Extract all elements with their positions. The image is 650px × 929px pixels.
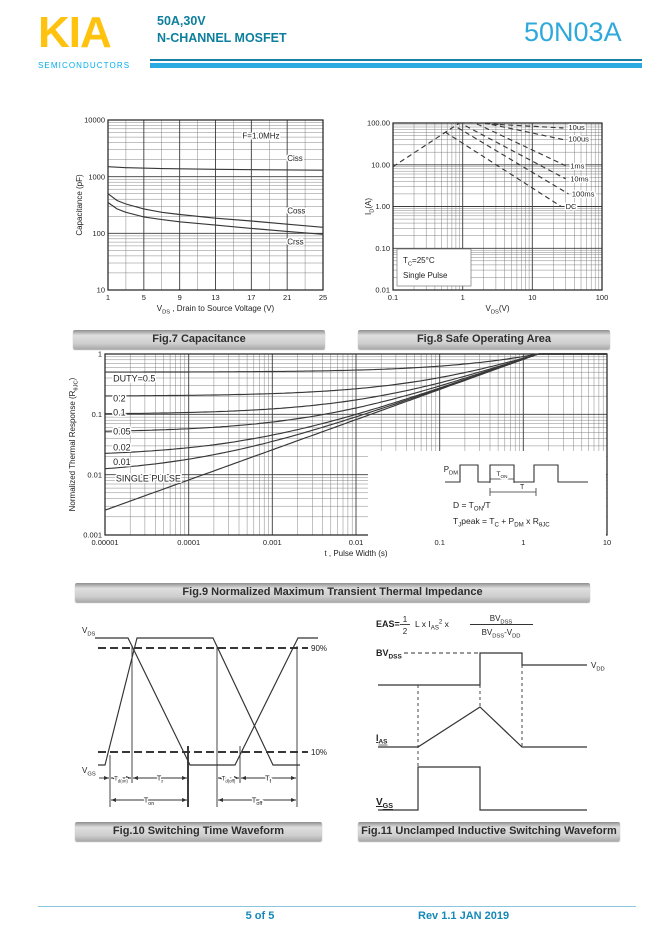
y-tick-label: 10 xyxy=(96,285,105,295)
ias-trace xyxy=(378,707,587,747)
y-axis-label xyxy=(364,198,375,215)
tspan-shape: V xyxy=(485,304,491,313)
tspan-shape: DM xyxy=(514,521,524,529)
tspan-shape: 100ms xyxy=(571,189,595,199)
tspan-shape: SINGLE PULSE xyxy=(115,473,181,484)
x-tick-label: 1 xyxy=(460,293,465,302)
tspan-shape: t , Pulse Width (s) xyxy=(324,549,388,558)
tspan-shape: ) xyxy=(68,377,77,381)
x-tick-label: 17 xyxy=(247,293,256,302)
tspan-shape: Capacitance (pF) xyxy=(75,174,84,236)
y-tick-label: 100.00 xyxy=(367,118,390,128)
tspan-shape: f xyxy=(269,778,272,785)
tspan-shape: Normalized Thermal Response (R xyxy=(68,390,77,512)
tspan-shape: ON xyxy=(500,473,508,479)
annotation xyxy=(116,474,181,484)
fig7-svg xyxy=(75,110,333,322)
tspan-shape: T xyxy=(251,795,257,805)
tspan-shape: V xyxy=(591,661,597,670)
x-tick-label: 0.00001 xyxy=(91,538,119,547)
timing-label xyxy=(157,774,164,785)
tspan-shape: AS xyxy=(430,624,439,632)
series-label-1ms xyxy=(570,161,584,170)
x-tick-label: 13 xyxy=(211,293,220,302)
tspan-shape: DSS xyxy=(500,619,513,626)
label-10pct xyxy=(311,748,327,757)
tspan-shape: θJC xyxy=(538,521,550,529)
tspan-shape: 2 xyxy=(438,618,443,626)
tspan-shape: T xyxy=(264,773,270,783)
vgs-trace xyxy=(98,638,300,765)
path-shape xyxy=(241,776,246,780)
tspan-shape: BV xyxy=(376,648,389,658)
frac-half-bottom xyxy=(403,627,408,636)
tspan-shape: DUTY=0.5 xyxy=(113,373,156,384)
x-axis-label xyxy=(485,304,509,315)
tspan-shape: F=1.0MHz xyxy=(242,131,280,141)
fig8-caption: Fig.8 Safe Operating Area xyxy=(358,330,610,349)
y-axis-label xyxy=(68,377,79,511)
y-tick-label: 0.1 xyxy=(91,409,102,419)
subtitle-type: N-CHANNEL MOSFET xyxy=(157,30,287,45)
tspan-shape: P xyxy=(443,465,450,474)
kia-logo: KIA xyxy=(38,8,111,57)
timing-label xyxy=(114,777,128,784)
timing-label xyxy=(252,796,263,807)
path-shape xyxy=(133,776,138,780)
x-tick-label: 1 xyxy=(105,293,111,302)
tspan-shape: GS xyxy=(382,801,394,810)
inset-duty-diagram xyxy=(368,451,606,537)
x-axis-label xyxy=(324,549,387,558)
vds-trace xyxy=(378,653,587,685)
tspan-shape: 1 xyxy=(402,615,408,624)
tspan-shape: 10ms xyxy=(570,174,589,184)
tspan-shape: Coss xyxy=(287,206,306,216)
vgs-label xyxy=(82,766,96,777)
footer-rule xyxy=(38,906,636,907)
tspan-shape: BV xyxy=(489,614,501,623)
tspan-shape: Ciss xyxy=(287,154,303,163)
tspan-shape: 0.01 xyxy=(113,457,131,467)
tspan-shape: r xyxy=(161,778,164,785)
tspan-shape: V xyxy=(82,766,88,775)
tspan-shape: V xyxy=(376,797,383,808)
x-tick-label: 1 xyxy=(521,538,526,547)
fig11-uis-waveform xyxy=(360,610,632,817)
tspan-shape: DS xyxy=(87,631,96,638)
tspan-shape: DD xyxy=(596,666,605,673)
y-tick-label: 10000 xyxy=(84,115,105,125)
y-tick-label: 1000 xyxy=(88,172,105,182)
series-label-DC xyxy=(566,202,577,211)
note-box xyxy=(397,249,471,286)
subtitle-rating: 50A,30V xyxy=(157,14,206,28)
tspan-shape: J xyxy=(458,521,462,529)
fig9-thermal-impedance-chart xyxy=(65,348,617,576)
tspan-shape: I xyxy=(376,733,379,743)
x-tick-label: 10 xyxy=(602,538,612,547)
x-tick-label: 0.01 xyxy=(348,538,364,547)
tspan-shape: V xyxy=(156,304,163,313)
fig10-caption: Fig.10 Switching Time Waveform xyxy=(75,822,322,841)
annotation xyxy=(113,443,131,453)
tspan-shape: 0.2 xyxy=(113,393,126,404)
tspan-shape: =25°C xyxy=(412,256,435,265)
path-shape xyxy=(104,776,109,780)
frac-bv-top xyxy=(490,614,513,625)
path-shape xyxy=(182,776,187,780)
series-label-10us xyxy=(569,123,586,132)
tspan-shape: 0.1 xyxy=(113,407,126,418)
fig7-caption: Fig.7 Capacitance xyxy=(73,330,325,349)
tspan-shape: (V) xyxy=(498,304,510,313)
x-tick-label: 0.0001 xyxy=(177,538,201,547)
tspan-shape: D = T xyxy=(453,500,474,510)
timing-label xyxy=(222,777,236,784)
y-axis-label xyxy=(75,174,84,236)
tspan-shape: d(off) xyxy=(225,778,236,784)
y-tick-label: 0.01 xyxy=(375,285,390,295)
tspan-shape: DSS xyxy=(492,633,505,640)
eas-formula-lhs xyxy=(376,619,400,629)
tspan-shape: AS xyxy=(378,738,388,746)
y-tick-label: 0.10 xyxy=(375,243,390,253)
tspan-shape: + P xyxy=(498,516,515,526)
x-tick-label: 10 xyxy=(528,293,537,302)
x-axis-label xyxy=(157,304,275,315)
tspan-shape: , Drain to Source Voltage (V) xyxy=(170,304,275,313)
header-rule-thin xyxy=(150,59,642,61)
tspan-shape: DSS xyxy=(388,653,402,661)
header-rule-thick xyxy=(150,63,642,68)
x-tick-label: 5 xyxy=(141,293,146,302)
y-tick-label: 1.00 xyxy=(375,202,390,212)
tspan-shape: T xyxy=(114,776,118,783)
x-tick-label: 100 xyxy=(595,293,609,302)
tspan-shape: I xyxy=(364,212,373,216)
y-tick-label: 10.00 xyxy=(371,160,390,170)
tspan-shape: Single Pulse xyxy=(403,271,448,280)
x-tick-label: 0.1 xyxy=(387,293,399,302)
tspan-shape: /T xyxy=(483,500,491,510)
y-tick-label: 1 xyxy=(97,349,102,359)
tspan-shape: 1ms xyxy=(570,161,585,171)
tspan-shape: T xyxy=(403,256,408,265)
tspan-shape: T xyxy=(221,776,226,783)
fig10-svg xyxy=(70,615,335,817)
tspan-shape: θJC xyxy=(73,380,80,391)
tspan-shape: DC xyxy=(565,202,577,212)
tspan-shape: EAS= xyxy=(376,619,400,629)
tspan-shape: 100us xyxy=(568,134,589,144)
tspan-shape: 10% xyxy=(311,748,328,757)
vgs-label xyxy=(376,797,393,810)
tspan-shape: DM xyxy=(449,470,458,477)
annotation xyxy=(113,457,131,467)
vds-label xyxy=(82,626,95,637)
x-tick-label: 0.001 xyxy=(262,538,282,547)
device-subtitle xyxy=(157,13,287,47)
tspan-shape: BV xyxy=(481,628,493,637)
annotation xyxy=(287,238,303,247)
tspan-shape: off xyxy=(256,800,263,807)
tspan-shape: GS xyxy=(87,771,96,778)
tspan-shape: L x I xyxy=(415,619,431,629)
tspan-shape: -V xyxy=(504,628,513,637)
tspan-shape: 90% xyxy=(311,644,328,653)
eas-formula-mid xyxy=(415,618,450,631)
y-tick-label: 0.001 xyxy=(83,530,102,540)
page-number: 5 of 5 xyxy=(245,910,275,922)
path-shape xyxy=(291,798,296,802)
fig8-soa-chart xyxy=(360,110,622,322)
vds-trace xyxy=(95,638,318,765)
series-100us xyxy=(492,125,564,140)
tspan-shape: peak = T xyxy=(461,516,495,526)
tspan-shape: 10us xyxy=(568,123,585,133)
annotation xyxy=(113,374,155,384)
tspan-shape: C xyxy=(494,521,499,529)
frac-half-top xyxy=(403,615,408,624)
frac-bv-bottom xyxy=(482,628,521,639)
series-label-100ms xyxy=(572,190,595,199)
path-shape xyxy=(111,798,116,802)
path-shape xyxy=(218,798,223,802)
y-tick-label: 0.01 xyxy=(87,470,102,480)
annotation xyxy=(287,154,303,163)
tspan-shape: T xyxy=(453,516,459,526)
annotation xyxy=(113,394,126,404)
tspan-shape: D xyxy=(369,208,376,213)
y-tick-label: 100 xyxy=(92,228,105,238)
bvdss-label xyxy=(376,648,403,661)
tspan-shape: DD xyxy=(512,633,521,640)
timing-label xyxy=(265,774,272,785)
tspan-shape: (A) xyxy=(364,197,373,209)
fig10-switching-waveform xyxy=(70,615,335,817)
tspan-shape: ON xyxy=(473,505,484,513)
path-shape xyxy=(291,776,296,780)
annotation xyxy=(242,132,279,141)
fig9-svg xyxy=(65,348,617,576)
timing-label xyxy=(144,796,155,807)
vdd-label xyxy=(591,661,605,672)
annotation xyxy=(287,206,305,215)
x-tick-label: 9 xyxy=(177,293,182,302)
annotation xyxy=(113,408,126,418)
tspan-shape: on xyxy=(148,800,155,807)
t-label xyxy=(520,484,525,491)
tspan-shape: T xyxy=(143,795,149,805)
path-shape xyxy=(182,798,187,802)
tspan-shape: 2 xyxy=(402,627,408,636)
series-label-100us xyxy=(569,134,590,143)
fig7-capacitance-chart xyxy=(75,110,333,322)
tspan-shape: T xyxy=(520,484,525,491)
tspan-shape: T xyxy=(496,471,501,478)
tspan-shape: DS xyxy=(490,309,499,316)
series-label-10ms xyxy=(570,174,589,183)
tspan-shape: x R xyxy=(523,516,539,526)
tspan-shape: Crss xyxy=(287,237,304,247)
ias-label xyxy=(376,733,388,746)
x-tick-label: 25 xyxy=(318,293,328,302)
note-line xyxy=(403,271,448,280)
tspan-shape: DS xyxy=(162,309,171,316)
fig11-svg xyxy=(360,610,632,817)
fig11-caption: Fig.11 Unclamped Inductive Switching Waveform xyxy=(358,822,620,841)
part-number: 50N03A xyxy=(524,17,622,47)
tspan-shape: C xyxy=(407,261,413,268)
tspan-shape: T xyxy=(156,773,162,783)
logo-subtext: SEMICONDUCTORS xyxy=(38,61,131,70)
tspan-shape: V xyxy=(82,626,88,635)
tspan-shape: 0.02 xyxy=(113,442,131,453)
grid-major xyxy=(108,120,323,290)
revision-label: Rev 1.1 JAN 2019 xyxy=(418,910,510,922)
fig9-caption: Fig.9 Normalized Maximum Transient Thermal Impedance xyxy=(75,583,590,602)
vgs-trace xyxy=(378,767,587,810)
tspan-shape: d(on) xyxy=(117,778,128,784)
fig8-svg xyxy=(360,110,622,322)
annotation xyxy=(113,427,131,437)
tspan-shape: x xyxy=(442,619,449,629)
x-tick-label: 21 xyxy=(283,293,292,302)
tspan-shape: 0.05 xyxy=(113,426,131,437)
x-tick-label: 0.1 xyxy=(434,538,445,547)
label-90pct xyxy=(311,644,327,653)
